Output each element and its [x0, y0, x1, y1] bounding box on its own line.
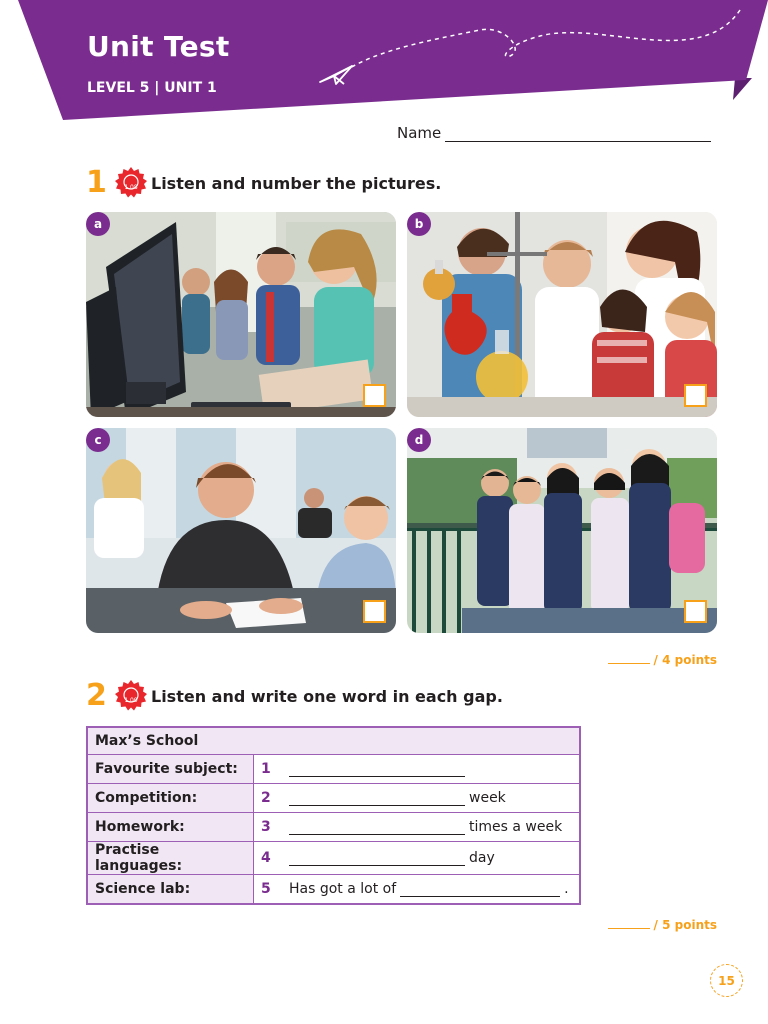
- header-banner: [0, 0, 768, 130]
- exercise-2-score: [608, 918, 717, 932]
- row-label: Competition:: [87, 784, 254, 813]
- name-label: Name: [397, 124, 442, 142]
- picture-letter: b: [407, 212, 431, 236]
- page-title: Unit Test: [87, 30, 230, 63]
- table-title: Max’s School: [87, 727, 580, 755]
- name-field[interactable]: [445, 124, 711, 142]
- exercise-1-instruction: Listen and number the pictures.: [151, 173, 442, 193]
- picture-c: [86, 428, 396, 633]
- row-answer: [254, 784, 581, 813]
- answer-blank[interactable]: [289, 790, 465, 806]
- answer-box[interactable]: [363, 600, 386, 623]
- score-field[interactable]: [608, 663, 650, 664]
- exercise-1-score: [608, 653, 717, 667]
- exercise-2-instruction: Listen and write one word in each gap.: [151, 686, 503, 706]
- row-number: 1: [261, 761, 271, 777]
- row-label: Science lab:: [87, 875, 254, 905]
- audio-track-number: 1.08: [124, 184, 138, 191]
- answer-box[interactable]: [684, 384, 707, 407]
- picture-a-scene: [86, 212, 396, 417]
- row-suffix: day: [469, 850, 495, 866]
- picture-letter: a: [86, 212, 110, 236]
- answer-blank[interactable]: [400, 881, 560, 897]
- row-suffix: week: [469, 790, 506, 806]
- exercise-1-heading: [86, 166, 441, 200]
- answer-box[interactable]: [684, 600, 707, 623]
- row-prefix: Has got a lot of: [289, 881, 397, 897]
- table-row: [87, 755, 580, 784]
- picture-d: [407, 428, 717, 633]
- row-suffix: .: [564, 881, 569, 897]
- exercise-number: 1: [86, 165, 107, 200]
- row-answer: [254, 755, 581, 784]
- row-number: 2: [261, 790, 271, 806]
- exercise-number: 2: [86, 678, 107, 713]
- picture-a: [86, 212, 396, 417]
- row-number: 5: [261, 881, 271, 897]
- answer-box[interactable]: [363, 384, 386, 407]
- picture-b: [407, 212, 717, 417]
- audio-cd-icon[interactable]: [114, 166, 148, 200]
- answer-blank[interactable]: [289, 850, 465, 866]
- row-number: 4: [261, 850, 271, 866]
- row-number: 3: [261, 819, 271, 835]
- row-label: Favourite subject:: [87, 755, 254, 784]
- table-row: [87, 842, 580, 875]
- table-row: [87, 813, 580, 842]
- row-label: Homework:: [87, 813, 254, 842]
- gap-fill-table: [86, 726, 581, 905]
- picture-b-scene: [407, 212, 717, 417]
- row-suffix: times a week: [469, 819, 563, 835]
- level-label: LEVEL 5 | UNIT 1: [87, 80, 217, 96]
- exercise-2-heading: [86, 679, 503, 713]
- picture-letter: d: [407, 428, 431, 452]
- row-answer: [254, 813, 581, 842]
- score-label: / 4 points: [653, 653, 717, 667]
- answer-blank[interactable]: [289, 819, 465, 835]
- picture-letter: c: [86, 428, 110, 452]
- row-answer: [254, 875, 581, 905]
- answer-blank[interactable]: [289, 761, 465, 777]
- score-label: / 5 points: [653, 918, 717, 932]
- score-field[interactable]: [608, 928, 650, 929]
- picture-d-scene: [407, 428, 717, 633]
- table-row: [87, 784, 580, 813]
- page-number: 15: [710, 964, 743, 997]
- picture-c-scene: [86, 428, 396, 633]
- audio-cd-icon[interactable]: [114, 679, 148, 713]
- audio-track-number: 1.09: [124, 697, 138, 704]
- name-row: [397, 124, 711, 142]
- row-answer: [254, 842, 581, 875]
- table-title-row: [87, 727, 580, 755]
- row-label: Practise languages:: [87, 842, 254, 875]
- table-row: [87, 875, 580, 905]
